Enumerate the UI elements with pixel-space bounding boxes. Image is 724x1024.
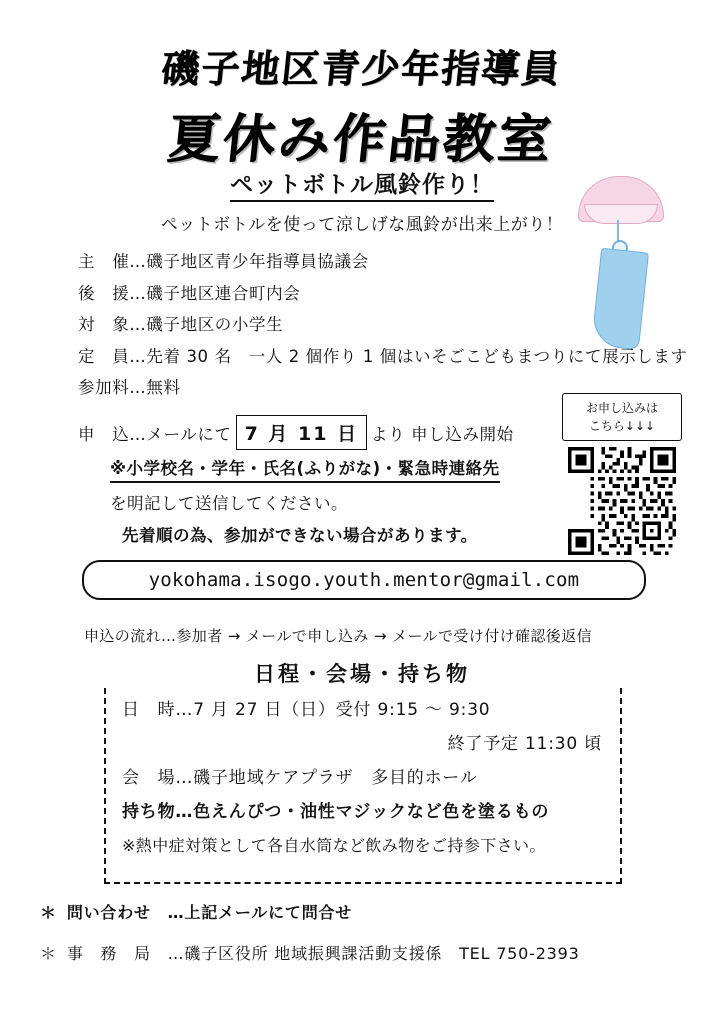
info-label: 定 員… bbox=[78, 346, 147, 366]
qr-code-icon[interactable] bbox=[568, 447, 676, 555]
schedule-value: 磯子地域ケアプラザ 多目的ホール bbox=[193, 768, 478, 788]
footer-label: 問い合わせ … bbox=[66, 903, 185, 922]
footer bbox=[40, 900, 680, 982]
title-block bbox=[0, 38, 724, 172]
footer-value: 磯子区役所 地域振興課活動支援係 TEL 750-2393 bbox=[184, 944, 580, 963]
info-value: 先着 30 名 一人 2 個作り 1 個はいそごこどもまつりにて展示します bbox=[146, 346, 688, 366]
application-before-text: メールにて bbox=[146, 424, 232, 444]
title-line-2: 夏休み作品教室 bbox=[165, 110, 558, 170]
schedule-row bbox=[122, 702, 612, 719]
email-address-text: yokohama.isogo.youth.mentor@gmail.com bbox=[148, 569, 580, 591]
info-value: 磯子地区の小学生 bbox=[146, 315, 284, 334]
application-label: 申 込… bbox=[78, 424, 147, 444]
subtitle-text: ペットボトル風鈴作り！ bbox=[230, 172, 494, 202]
title-line-1: 磯子地区青少年指導員 bbox=[159, 47, 564, 91]
footer-row bbox=[40, 941, 680, 964]
info-label: 主 催… bbox=[78, 252, 147, 271]
schedule-label: 持ち物… bbox=[122, 802, 194, 822]
schedule-value: 色えんぴつ・油性マジックなど色を塗るもの bbox=[193, 802, 550, 822]
info-list bbox=[78, 252, 688, 412]
wind-chime-cap-inner bbox=[584, 204, 658, 224]
application-row bbox=[78, 415, 514, 450]
send-instruction-note: を明記して送信してください。 bbox=[110, 494, 348, 513]
info-label: 後 援… bbox=[78, 283, 147, 303]
schedule-row bbox=[122, 838, 612, 854]
info-row bbox=[78, 317, 638, 334]
qr-caption-box bbox=[562, 393, 682, 441]
schedule-title: 日程・会場・持ち物 bbox=[0, 658, 724, 688]
footer-label: 事 務 局 … bbox=[66, 944, 185, 963]
schedule-row bbox=[122, 770, 612, 787]
bullet-star-icon: ＊ bbox=[40, 903, 57, 922]
schedule-row bbox=[122, 804, 612, 821]
info-row bbox=[78, 283, 638, 303]
qr-caption-line-1: お申し込みは bbox=[585, 401, 658, 415]
schedule-label: 日 時… bbox=[122, 700, 194, 720]
application-start-date: 7 月 11 日 bbox=[236, 415, 368, 450]
info-value: 磯子地区青少年指導員協議会 bbox=[146, 252, 369, 271]
info-row bbox=[78, 380, 638, 397]
info-row bbox=[78, 254, 638, 271]
email-address-bar[interactable] bbox=[82, 560, 646, 600]
schedule-row bbox=[122, 736, 612, 753]
info-value: 磯子地区連合町内会 bbox=[146, 283, 301, 303]
schedule-value: 終了予定 11:30 頃 bbox=[447, 734, 602, 754]
info-label: 参加料… bbox=[78, 378, 147, 397]
schedule-label: 会 場… bbox=[122, 768, 194, 788]
wind-chime-string bbox=[617, 220, 619, 242]
info-value: 無料 bbox=[146, 378, 181, 397]
footer-value: 上記メールにて問合せ bbox=[184, 903, 353, 922]
first-come-note: 先着順の為、参加ができない場合があります。 bbox=[122, 526, 478, 545]
footer-row bbox=[40, 900, 680, 923]
info-label: 対 象… bbox=[78, 315, 147, 334]
application-after-text: より 申し込み開始 bbox=[371, 424, 514, 444]
qr-caption-line-2: こちら↓↓↓ bbox=[588, 419, 656, 433]
bullet-star-icon: ＊ bbox=[40, 944, 57, 963]
schedule-value: ※熱中症対策として各自水筒など飲み物をご持参下さい。 bbox=[122, 836, 546, 855]
info-row bbox=[78, 346, 688, 366]
application-flow-text: 申込の流れ…参加者 → メールで申し込み → メールで受け付け確認後返信 bbox=[84, 627, 593, 645]
schedule-value: 7 月 27 日（日）受付 9:15 ～ 9:30 bbox=[193, 700, 491, 720]
schedule-body bbox=[122, 702, 612, 871]
lead-text: ペットボトルを使って涼しげな風鈴が出来上がり！ bbox=[160, 215, 564, 235]
required-fields-note: ※小学校名・学年・氏名(ふりがな)・緊急時連絡先 bbox=[110, 455, 500, 483]
